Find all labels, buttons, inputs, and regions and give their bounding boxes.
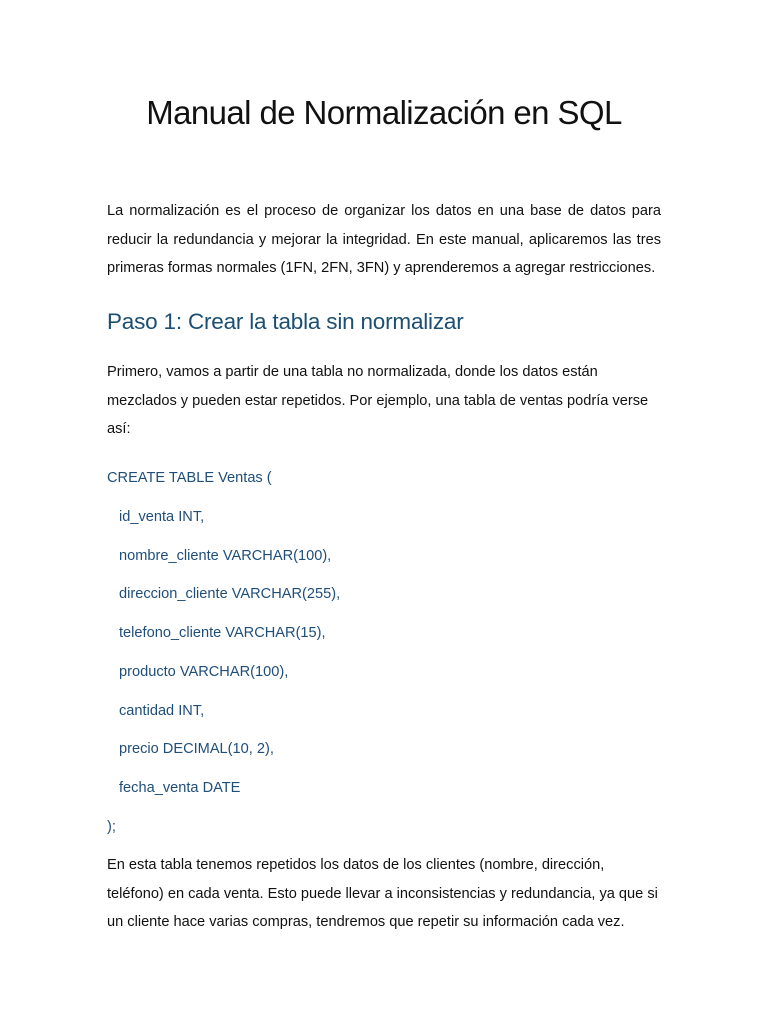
step1-heading: Paso 1: Crear la tabla sin normalizar <box>107 309 464 334</box>
code-line: precio DECIMAL(10, 2), <box>119 741 274 757</box>
code-line-create: CREATE TABLE Ventas ( <box>107 470 272 486</box>
code-line: telefono_cliente VARCHAR(15), <box>119 625 326 641</box>
code-line-close: ); <box>107 819 116 835</box>
code-line: producto VARCHAR(100), <box>119 664 289 680</box>
code-line: nombre_cliente VARCHAR(100), <box>119 548 332 564</box>
step1-explanation: En esta tabla tenemos repetidos los datos de los clientes (nombre, dirección, teléfono) en cada venta. Esto puede llevar a inconsistencias y redundancia, ya que si un cliente hace varias compras, tendremos que repetir su información cada vez. <box>107 857 658 930</box>
intro-paragraph: La normalización es el proceso de organizar los datos en una base de datos para reducir la redundancia y mejorar la integridad. En este manual, aplicaremos las tres primeras formas normales (1FN, 2FN, 3FN) y aprenderemos a agregar restricciones. <box>107 203 661 276</box>
code-line: direccion_cliente VARCHAR(255), <box>119 586 341 602</box>
step1-description: Primero, vamos a partir de una tabla no normalizada, donde los datos están mezclados y pueden estar repetidos. Por ejemplo, una tabla de ventas podría verse así: <box>107 364 649 437</box>
code-line: fecha_venta DATE <box>119 780 241 796</box>
code-line: cantidad INT, <box>119 703 205 719</box>
code-line: id_venta INT, <box>119 509 205 525</box>
document-title: Manual de Normalización en SQL <box>146 94 622 131</box>
